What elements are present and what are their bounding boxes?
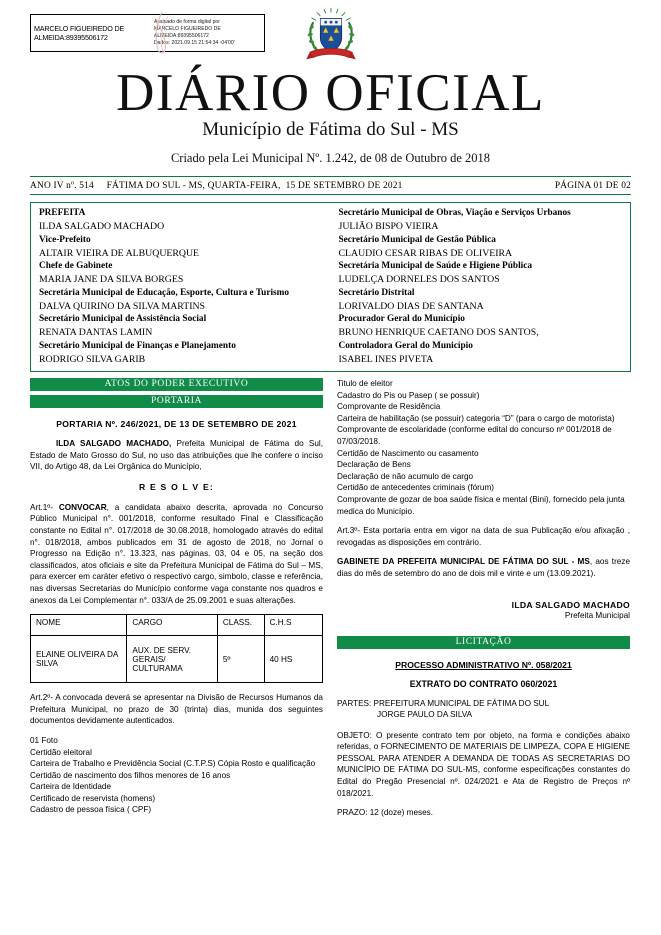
official-role: Procurador Geral do Município	[338, 314, 465, 324]
official-name: RENATA DANTAS LAMIN	[39, 327, 153, 338]
official-role: Chefe de Gabinete	[39, 261, 113, 271]
gabinete-text: , aos treze dias do mês de setembro do ano de dois mil e vinte e um (13.09.2021).	[337, 557, 630, 578]
official-name: CLAUDIO CESAR RIBAS DE OLIVEIRA	[338, 247, 513, 259]
list-item: Certidão de Nascimento ou casamento	[337, 448, 479, 458]
official-name: RODRIGO SILVA GARIB	[39, 353, 146, 365]
cell-chs: 40 HS	[264, 636, 322, 683]
list-item: Titulo de eleitor	[337, 379, 393, 388]
list-item: Certidão de antecedentes criminais (fórum)	[337, 483, 494, 493]
official-name: JULIÃO BISPO VIEIRA	[338, 221, 439, 232]
official-role: PREFEITA	[39, 208, 86, 218]
official-role: Secretário Distrital	[338, 287, 415, 298]
list-item: Carteira de habilitação (se possuir) categoria “D” (para o cargo de motorista)	[337, 413, 615, 423]
signer-role: Prefeita Municipal	[564, 610, 630, 620]
official-name: LORIVALDO DIAS DE SANTANA	[338, 300, 484, 312]
coat-of-arms-icon	[304, 8, 358, 70]
list-item: Comprovante de gozar de boa saúde física e mental (Bini), fornecido pela junta medica do Município.	[337, 494, 625, 516]
cell-class: 5º	[217, 636, 264, 683]
list-item: Certificado de reservista (homens)	[30, 793, 156, 803]
table-header-cargo: CARGO	[127, 615, 218, 636]
column-right	[337, 378, 630, 827]
list-item: Cadastro de pessoa física ( CPF)	[30, 805, 152, 815]
list-item: Carteira de Identidade	[30, 782, 112, 792]
candidate-table	[30, 614, 323, 683]
list-item: Cadastro do Pis ou Pasep ( se possuir)	[337, 390, 480, 400]
cell-cargo: AUX. DE SERV. GERAIS/ CULTURAMA	[127, 636, 218, 683]
extrato-contrato-title: EXTRATO DO CONTRATO 060/2021	[409, 678, 558, 689]
table-header-chs: C.H.S	[264, 615, 322, 636]
masthead-subtitle: Município de Fátima do Sul - MS	[202, 119, 459, 140]
portaria-intro-text: Prefeita Municipal de Fátima do Sul, Estado de Mato Grosso do Sul, no uso das atribuições que lhe confere o inciso VII, do Artigo 48, da Lei Orgânica do Município,	[30, 439, 324, 472]
signature-details: Assinado de forma digital por MARCELO FIGUEIREDO DE ALMEIDA:89395506172 Dados: 2021.09.15 21:54:34 -04'00'	[153, 18, 235, 47]
header-signature-row	[30, 0, 631, 58]
table-row	[31, 636, 323, 683]
portaria-gabinete	[337, 556, 630, 579]
contract-objeto: OBJETO: O presente contrato tem por objeto, na forma e condições abaixo referidas, o FORNECIMENTO DE MATERIAIS DE LIMPEZA, COPA E HIGIENE PESSOAL PARA ATENDER A DEMANDA DE TODAS AS SECRETARIAS DO MUNICÍPIO DE FÁTIMA DO SUL-MS, conforme especificações constantes do Edital do Pregão Presencial nº. 024/2021 e Ata de Registro de Preços nº 018/2021.	[337, 730, 630, 798]
list-item: Comprovante de Residência	[337, 402, 441, 412]
portaria-intro	[30, 438, 323, 473]
processo-administrativo-title: PROCESSO ADMINISTRATIVO Nº. 058/2021	[395, 659, 572, 670]
list-item: Comprovante de escolaridade (conforme edital do concurso nº 001/2018 de 07/03/2018.	[337, 425, 612, 446]
issue-identifier: ANO IV nº. 514 FÁTIMA DO SUL - MS, QUARTA-FEIRA, 15 DE SETEMBRO DE 2021	[30, 180, 403, 191]
list-item: Declaração de não acumulo de cargo	[337, 471, 474, 481]
official-role: Controladora Geral do Município	[338, 340, 473, 351]
official-name: ILDA SALGADO MACHADO	[39, 221, 165, 232]
contract-prazo: PRAZO: 12 (doze) meses.	[337, 808, 434, 818]
body-columns	[30, 378, 631, 827]
official-name: MARIA JANE DA SILVA BORGES	[39, 274, 184, 285]
documents-list-right	[337, 378, 630, 517]
portaria-art3: Art.3º- Esta portaria entra em vigor na data de sua Publicação e/ou afixação , revogadas as disposições em contrário.	[337, 526, 630, 547]
parties-line-1: PARTES: PREFEITURA MUNICIPAL DE FÁTIMA DO SUL	[337, 698, 550, 708]
section-banner-portaria: PORTARIA	[30, 395, 323, 408]
signature-block	[337, 600, 630, 620]
column-left	[30, 378, 323, 827]
portaria-resolve: R E S O L V E:	[139, 481, 214, 492]
official-name: LUDELÇA DORNELES DOS SANTOS	[338, 274, 500, 285]
portaria-art1	[30, 502, 323, 606]
art1-text: , a candidata abaixo descrita, aprovada no Concurso Público Municipal n°. 001/2018, conforme resultado Final e Classificação constante no Edital n°. 017/2018 de 30.08.2018, homologado através do edital n°. 018/2018, ambos publicados em 31 de agosto de 2018, no Jornal o Progresso na Edição n°. 13.323, nas páginas. 03, 04 e 05, na seção dos classificados, atos oficiais e site da Prefeitura Municipal de Fátima do Sul – MS, para exercer em caráter efetivo o respectivo cargo, simbolo, classe e referência, nas diversas Secretarias do Município conforme vaga constante nos quadros e anexos da Lei Complementar n°. 033/A de 25.09.2001 e suas alterações.	[30, 502, 324, 605]
list-item: Certidão de nascimento dos filhos menores de 16 anos	[30, 770, 231, 780]
cell-nome: ELAINE OLIVEIRA DA SILVA	[31, 636, 127, 683]
portaria-art2: Art.2º- A convocada deverá se apresentar na Divisão de Recursos Humanos da Prefeitura Municipal, no prazo de 30 (trinta) dias, munida dos seguintes documentos devidamente autenticados.	[30, 693, 323, 726]
gabinete-label: GABINETE DA PREFEITA MUNICIPAL DE FÁTIMA DO SUL - MS	[337, 557, 590, 567]
officials-column-right	[331, 207, 631, 366]
list-item: Declaração de Bens	[337, 460, 411, 470]
section-banner-licitacao: LICITAÇÃO	[337, 636, 630, 649]
parties-line-2: JORGE PAULO DA SILVA	[377, 710, 473, 720]
page-title: DIÁRIO OFICIAL	[116, 64, 545, 122]
table-header-row	[31, 615, 323, 636]
official-role: Secretário Municipal de Obras, Viação e Serviços Urbanos	[338, 208, 571, 218]
official-role: Secretário Municipal de Gestão Pública	[338, 234, 496, 245]
official-role: Secretária Municipal de Educação, Esporte, Cultura e Turismo	[39, 287, 290, 298]
portaria-intro-name: ILDA SALGADO MACHADO,	[56, 439, 172, 448]
masthead-law-reference: Criado pela Lei Municipal Nº. 1.242, de 08 de Outubro de 2018	[170, 151, 491, 165]
list-item: Certidão eleitoral	[30, 747, 92, 757]
masthead	[30, 66, 631, 167]
official-name: DALVA QUIRINO DA SILVA MARTINS	[39, 300, 205, 312]
list-item: 01 Foto	[30, 735, 58, 745]
official-role: Secretária Municipal de Saúde e Higiene Pública	[338, 261, 533, 271]
official-name: ISABEL INES PIVETA	[338, 353, 434, 365]
official-role: Vice-Prefeito	[39, 234, 91, 245]
page-number-indicator: PÁGINA 01 DE 02	[554, 180, 631, 191]
issue-info-bar	[30, 176, 631, 195]
art1-label: Art.1º-	[30, 502, 54, 512]
section-banner-atos: ATOS DO PODER EXECUTIVO	[30, 378, 323, 391]
digital-signature-box	[30, 14, 265, 52]
art1-verb: CONVOCAR	[58, 502, 107, 512]
officials-column-left	[31, 207, 331, 366]
official-name: ALTAIR VIEIRA DE ALBUQUERQUE	[39, 247, 200, 259]
list-item: Carteira de Trabalho e Previdência Social (C.T.P.S) Cópia Rosto e qualificação	[30, 759, 316, 769]
official-name: BRUNO HENRIQUE CAETANO DOS SANTOS,	[338, 327, 539, 338]
signature-subject-name: MARCELO FIGUEIREDO DE ALMEIDA:89395506172	[34, 23, 125, 42]
contract-parties	[337, 698, 630, 721]
signer-name: ILDA SALGADO MACHADO	[511, 599, 630, 610]
officials-box	[30, 202, 631, 372]
table-header-nome: NOME	[31, 615, 127, 636]
official-role: Secretário Municipal de Assistência Social	[39, 314, 207, 324]
official-role: Secretário Municipal de Finanças e Planejamento	[39, 340, 236, 351]
documents-list-left	[30, 735, 323, 816]
table-header-class: CLASS.	[217, 615, 264, 636]
portaria-title: PORTARIA Nº. 246/2021, DE 13 DE SETEMBRO DE 2021	[56, 419, 297, 429]
